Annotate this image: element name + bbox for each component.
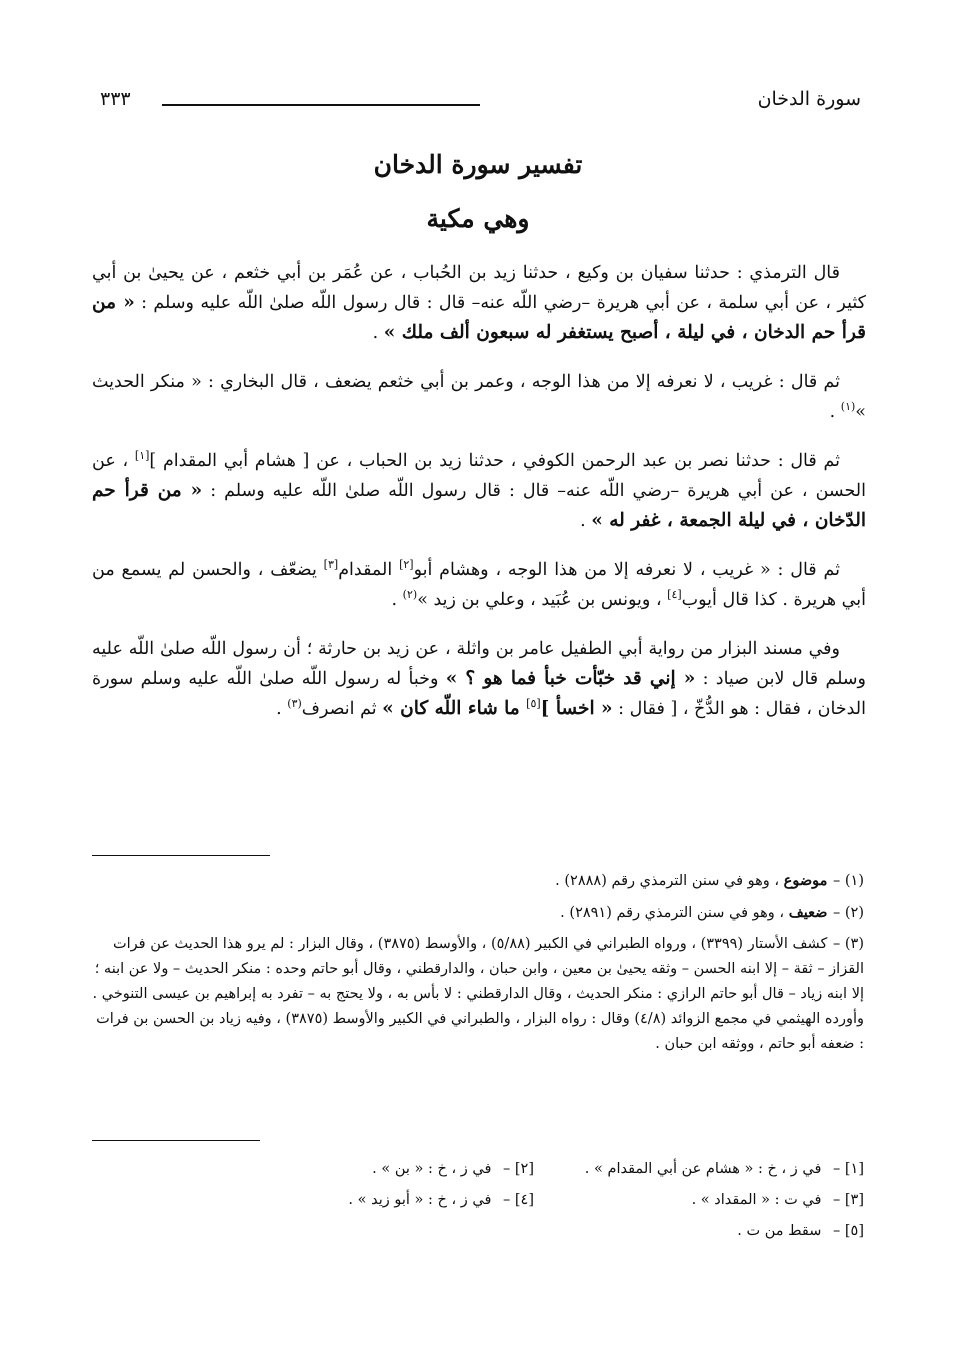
footnote-ref: (١) bbox=[840, 400, 856, 414]
hadith-text: « من قرأ حم الدخان ، في ليلة ، أصبح يستغفر له سبعون ألف ملك » bbox=[92, 292, 866, 343]
footnote-grade: موضوع bbox=[783, 872, 828, 889]
footnote-text: ، وهو في سنن الترمذي رقم (٢٨٨٨) . bbox=[555, 873, 784, 889]
footnote-ref: (٣) bbox=[287, 697, 302, 711]
variant-ref: [١] bbox=[134, 449, 150, 463]
paragraph-text: قال الترمذي : حدثنا سفيان بن وكيع ، حدثنا زيد بن الحُباب ، عن عُمَر بن أبي خثعم ، عن يحيىٰ بن أبي كثير ، عن أبي سلمة ، عن أبي هريرة –رضي اللّه عنه– قال : قال رسول اللّه صلىٰ اللّه عليه وسلم : bbox=[92, 263, 866, 313]
footnote-number: (١) – bbox=[833, 873, 864, 889]
footnote-number: (٣) – bbox=[833, 936, 864, 952]
variant-text: في ت : « المقداد » . bbox=[691, 1192, 822, 1208]
footnote-grade: ضعيف bbox=[788, 904, 828, 921]
hadith-text: « اخسأ ] bbox=[540, 698, 613, 719]
variant-text: سقط من ت . bbox=[737, 1223, 822, 1239]
running-head bbox=[100, 88, 861, 118]
variant-item bbox=[204, 1185, 534, 1216]
variant-item bbox=[204, 1154, 534, 1185]
variant-ref: [٢] bbox=[399, 558, 414, 572]
footnote-text: ، وهو في سنن الترمذي رقم (٢٨٩١) . bbox=[560, 905, 789, 921]
page-number: ٣٣٣ bbox=[100, 88, 131, 110]
paragraph-text: ثم قال : « غريب ، لا نعرفه إلا من هذا الوجه ، وهشام أبو bbox=[413, 560, 841, 580]
variant-number: [٢] – bbox=[503, 1161, 534, 1177]
paragraph-end: . bbox=[829, 402, 841, 422]
variant-item bbox=[534, 1154, 864, 1185]
variants-row bbox=[204, 1154, 864, 1185]
paragraph-5 bbox=[92, 634, 866, 724]
running-head-surah: سورة الدخان bbox=[757, 88, 861, 110]
paragraph-text: ثم انصرف bbox=[301, 699, 383, 719]
variant-number: [٣] – bbox=[833, 1192, 864, 1208]
footnote-item bbox=[92, 932, 864, 1057]
hadith-text: ما شاء اللّه كان » bbox=[382, 698, 527, 719]
variant-item bbox=[534, 1216, 864, 1247]
footnote-item bbox=[92, 900, 864, 926]
variants-divider bbox=[92, 1140, 260, 1141]
footnote-text: كشف الأستار (٣٣٩٩) ، ورواه الطبراني في الكبير (٥/٨٨) ، والأوسط (٣٨٧٥) ، وقال البزار : لم يرو هذا الحديث عن فرات القزاز – ثقة – إلا ابنه الحسن – وثقه يحيىٰ بن معين ، وابن حبان ، والدارقطني ، وقال أبو حاتم وحده : منكر الحديث – ولا عن ابنه ؛ إلا ابنه زياد – قال أبو حاتم الرازي : منكر الحديث ، وقال الدارقطني : لا بأس به ، ولا يحتج به – تفرد به إبراهيم بن عيسى التنوخي . وأورده الهيثمي في مجمع الزوائد (٤/٨) وقال : رواه البزار ، والطبراني في الكبير والأوسط (٣٨٧٥) ، وفيه زياد بن الحسن بن فرات : ضعفه أبو حاتم ، ووثقه ابن حبان . bbox=[92, 936, 864, 1052]
variant-number: [٤] – bbox=[503, 1192, 534, 1208]
variants-row bbox=[204, 1216, 864, 1247]
manuscript-variants bbox=[204, 1154, 864, 1247]
variant-ref: [٥] bbox=[526, 697, 541, 711]
footnote-item bbox=[92, 868, 864, 894]
paragraph-end: . bbox=[372, 323, 384, 343]
hadith-text: « من قرأ حم الدّخان ، في ليلة الجمعة ، غفر له » bbox=[92, 480, 866, 531]
paragraph-end: . bbox=[580, 511, 592, 531]
paragraph-3 bbox=[92, 446, 866, 536]
paragraph-text: ثم قال : حدثنا نصر بن عبد الرحمن الكوفي ، حدثنا زيد بن الحباب ، عن [ هشام أبي المقدام ] bbox=[149, 451, 840, 471]
footnote-ref: (٢) bbox=[402, 588, 418, 602]
paragraph-text: وخبأ له رسول اللّه صلىٰ اللّه عليه وسلم سورة الدخان ، فقال : هو الدُّخّ ، [ فقال : bbox=[92, 669, 866, 719]
footnotes bbox=[92, 868, 864, 1057]
variant-text: في ز ، خ : « بن » . bbox=[372, 1161, 492, 1177]
footnotes-divider bbox=[92, 855, 270, 856]
main-text bbox=[92, 258, 866, 743]
paragraph-text: ، ويونس بن عُبَيد ، وعلي بن زيد » bbox=[417, 590, 668, 610]
paragraph-text: المقدام bbox=[338, 560, 400, 580]
paragraph-4 bbox=[92, 555, 866, 615]
variant-text: في ز ، خ : « أبو زيد » . bbox=[348, 1192, 492, 1208]
paragraph-1 bbox=[92, 258, 866, 348]
chapter-subtitle: وهي مكية bbox=[426, 204, 530, 233]
variant-number: [٥] – bbox=[833, 1223, 864, 1239]
paragraph-text: ثم قال : غريب ، لا نعرفه إلا من هذا الوجه ، وعمر بن أبي خثعم يضعف ، قال البخاري : « منكر الحديث » bbox=[92, 372, 866, 422]
variant-item bbox=[534, 1185, 864, 1216]
variant-ref: [٣] bbox=[323, 558, 339, 572]
paragraph-2 bbox=[92, 367, 866, 427]
hadith-text: « إني قد خبّأت خبأ فما هو ؟ » bbox=[445, 668, 696, 689]
paragraph-end: . bbox=[391, 590, 403, 610]
paragraph-end: . bbox=[276, 699, 288, 719]
running-head-rule bbox=[162, 104, 480, 106]
paragraph-text: وفي مسند البزار من رواية أبي الطفيل عامر بن واثلة ، عن زيد بن حارثة ؛ أن رسول اللّه صلىٰ اللّه عليه وسلم قال لابن صياد : bbox=[92, 639, 866, 689]
paragraph-text: ، عن الحسن ، عن أبي هريرة –رضي اللّه عنه– قال : قال رسول اللّه صلىٰ اللّه عليه وسلم : bbox=[92, 451, 866, 501]
variant-number: [١] – bbox=[833, 1161, 864, 1177]
variant-ref: [٤] bbox=[667, 588, 682, 602]
variant-text: في ز ، خ : « هشام عن أبي المقدام » . bbox=[584, 1161, 822, 1177]
paragraph-text: يضعّف ، والحسن لم يسمع من أبي هريرة . كذا قال أيوب bbox=[92, 560, 866, 610]
variants-row bbox=[204, 1185, 864, 1216]
footnote-number: (٢) – bbox=[833, 905, 864, 921]
chapter-title: تفسير سورة الدخان bbox=[373, 150, 583, 179]
